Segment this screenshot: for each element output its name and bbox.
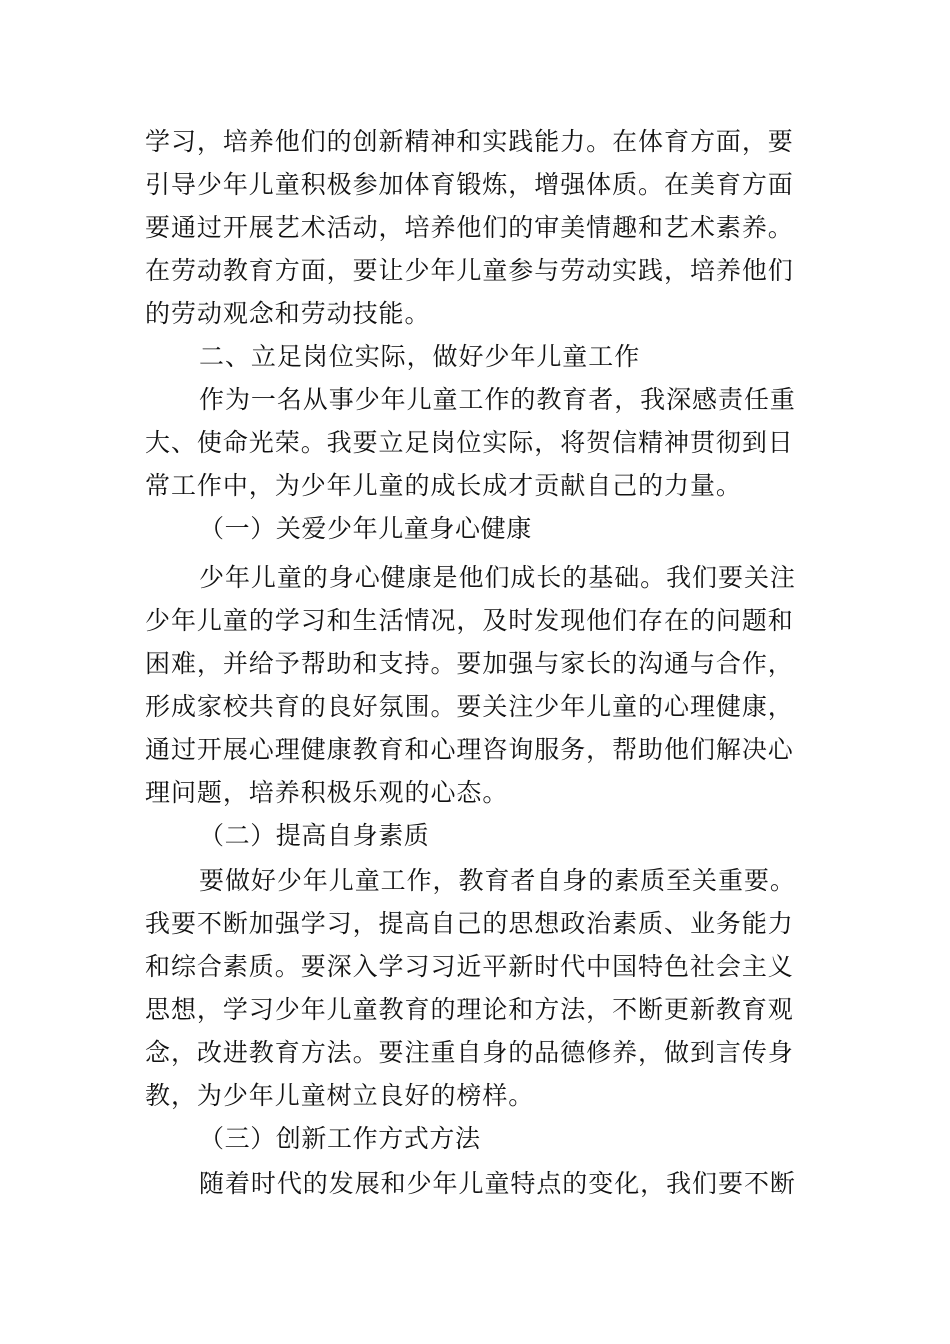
paragraph-line: 学习，培养他们的创新精神和实践能力。在体育方面，要 — [145, 127, 794, 156]
paragraph-line: 的劳动观念和劳动技能。 — [145, 299, 431, 328]
paragraph-line: 思想，学习少年儿童教育的理论和方法，不断更新教育观 — [145, 995, 794, 1024]
paragraph-line: 我要不断加强学习，提高自己的思想政治素质、业务能力 — [145, 909, 794, 938]
subsection-heading: （二）提高自身素质 — [199, 821, 430, 850]
paragraph-line: 理问题，培养积极乐观的心态。 — [145, 778, 509, 807]
subsection-heading: （一）关爱少年儿童身心健康 — [199, 514, 532, 543]
paragraph-line: 常工作中，为少年儿童的成长成才贡献自己的力量。 — [145, 471, 742, 500]
paragraph-line: 形成家校共育的良好氛围。要关注少年儿童的心理健康， — [145, 692, 794, 721]
paragraph-line: 大、使命光荣。我要立足岗位实际，将贺信精神贯彻到日 — [145, 428, 794, 457]
paragraph-line: 要做好少年儿童工作，教育者自身的素质至关重要。 — [199, 866, 796, 895]
paragraph-line: 要通过开展艺术活动，培养他们的审美情趣和艺术素养。 — [145, 213, 794, 242]
paragraph-line: 念，改进教育方法。要注重自身的品德修养，做到言传身 — [145, 1038, 794, 1067]
paragraph-line: 困难，并给予帮助和支持。要加强与家长的沟通与合作， — [145, 649, 794, 678]
paragraph-line: 在劳动教育方面，要让少年儿童参与劳动实践，培养他们 — [145, 256, 794, 285]
paragraph-line: 少年儿童的身心健康是他们成长的基础。我们要关注 — [199, 563, 796, 592]
paragraph-line: 教，为少年儿童树立良好的榜样。 — [145, 1081, 535, 1110]
section-heading: 二、立足岗位实际，做好少年儿童工作 — [199, 342, 641, 371]
paragraph-line: 和综合素质。要深入学习习近平新时代中国特色社会主义 — [145, 952, 794, 981]
paragraph-line: 通过开展心理健康教育和心理咨询服务，帮助他们解决心 — [145, 735, 794, 764]
paragraph-line: 少年儿童的学习和生活情况，及时发现他们存在的问题和 — [145, 606, 794, 635]
subsection-heading: （三）创新工作方式方法 — [199, 1124, 481, 1153]
paragraph-line: 作为一名从事少年儿童工作的教育者，我深感责任重 — [199, 385, 796, 414]
paragraph-line: 引导少年儿童积极参加体育锻炼，增强体质。在美育方面 — [145, 170, 794, 199]
paragraph-line: 随着时代的发展和少年儿童特点的变化，我们要不断 — [199, 1169, 796, 1198]
